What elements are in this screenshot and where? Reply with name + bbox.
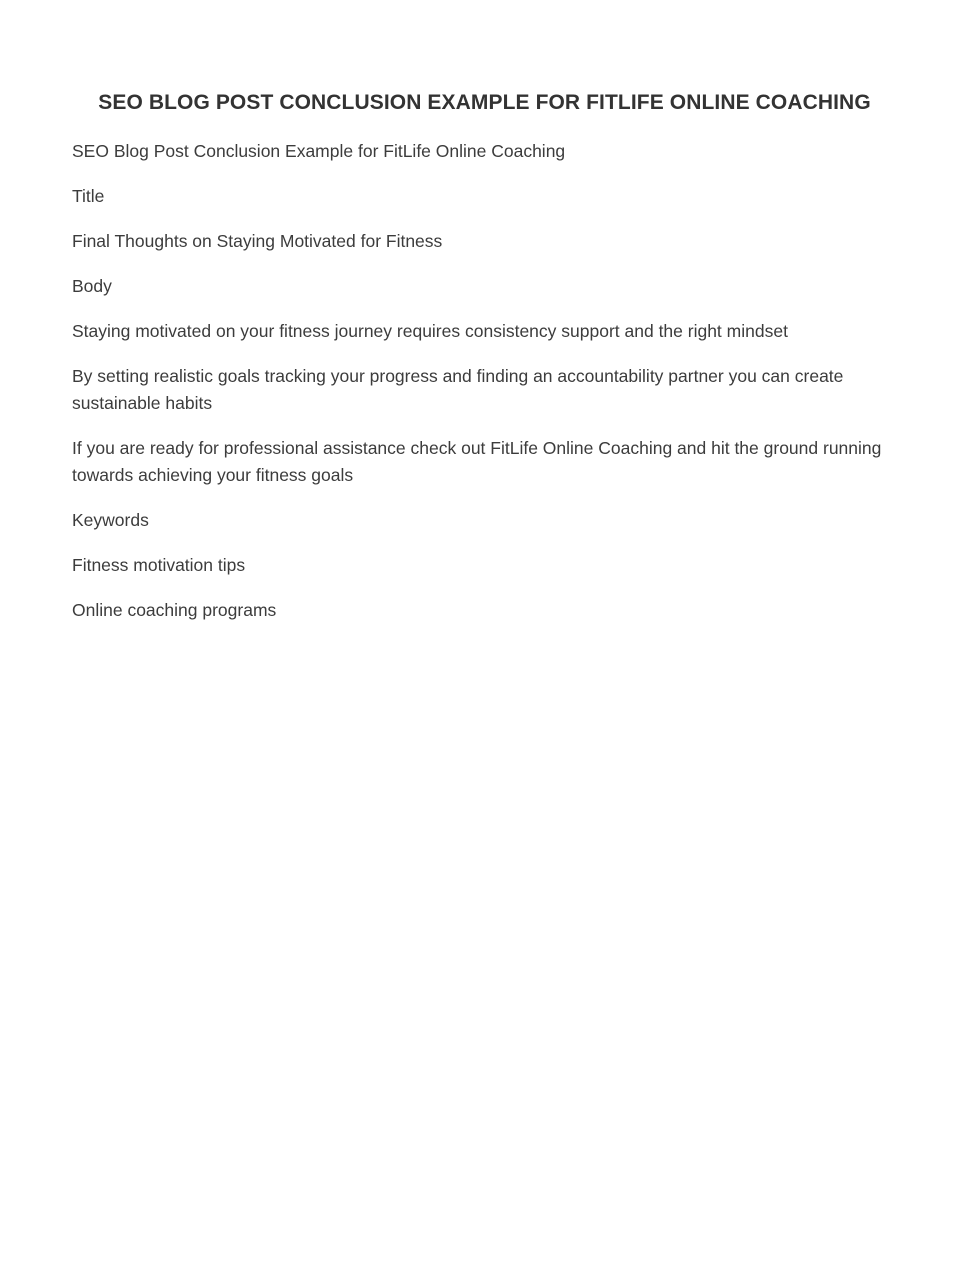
body-paragraph: By setting realistic goals tracking your progress and finding an accountability partner you can create sustainable habits — [72, 366, 844, 413]
title-text: Final Thoughts on Staying Motivated for Fitness — [72, 231, 443, 251]
keyword-item: Fitness motivation tips — [72, 555, 246, 575]
body-paragraph: If you are ready for professional assistance check out FitLife Online Coaching and hit the ground running towards achieving your fitness goals — [72, 438, 882, 485]
body-paragraph: Staying motivated on your fitness journey requires consistency support and the right mindset — [72, 321, 788, 341]
document-body — [72, 138, 897, 624]
subtitle-paragraph: SEO Blog Post Conclusion Example for FitLife Online Coaching — [72, 141, 566, 161]
body-label: Body — [72, 276, 112, 296]
document-title: SEO BLOG POST CONCLUSION EXAMPLE FOR FITLIFE ONLINE COACHING — [98, 91, 871, 114]
keyword-item: Online coaching programs — [72, 600, 277, 620]
title-label: Title — [72, 186, 105, 206]
keywords-label: Keywords — [72, 510, 149, 530]
